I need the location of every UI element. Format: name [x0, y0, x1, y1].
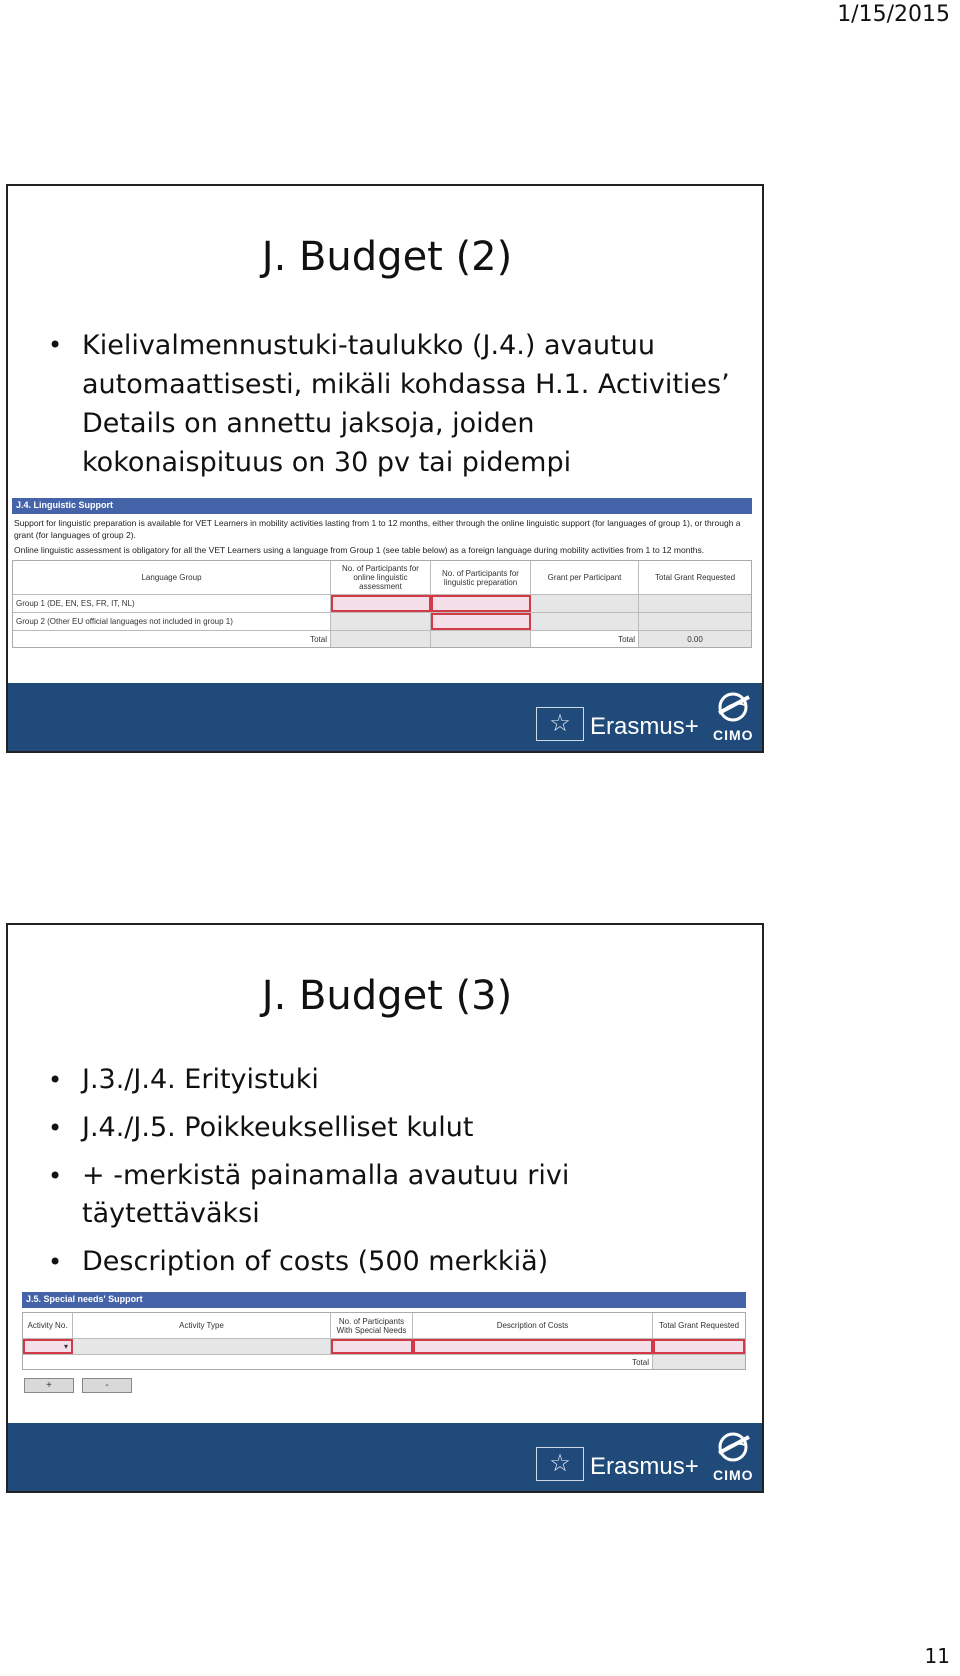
total-cell — [431, 631, 531, 647]
erasmus-brand: Erasmus+ — [590, 1453, 699, 1480]
cimo-logo-icon — [715, 691, 755, 723]
bullet-item: • Kielivalmennustuki-taulukko (J.4.) avautuu automaattisesti, mikäli kohdassa H.1. Activities’ Details on annettu jaksoja, joiden kokonaispituus on 30 pv tai pidempi — [48, 326, 732, 482]
slide-budget-3 — [6, 923, 764, 1493]
activity-type-cell — [73, 1339, 331, 1354]
special-needs-table — [22, 1312, 746, 1370]
linguistic-prep-input[interactable] — [431, 613, 531, 630]
description-of-costs-input[interactable] — [413, 1339, 653, 1354]
cimo-logo-icon — [715, 1431, 755, 1463]
column-header: Description of Costs — [413, 1313, 653, 1338]
table-total-row — [13, 631, 751, 647]
total-value-cell — [653, 1355, 745, 1369]
slide-budget-2 — [6, 184, 764, 753]
cimo-label: CIMO — [713, 1467, 754, 1483]
bullet-item: • J.3./J.4. Erityistuki — [48, 1061, 732, 1099]
slide-footer — [8, 683, 762, 751]
activity-no-select[interactable] — [23, 1339, 73, 1354]
special-needs-form — [22, 1292, 746, 1407]
table-header-row — [23, 1313, 745, 1339]
column-header: Language Group — [13, 561, 331, 594]
total-value: 0.00 — [639, 631, 751, 647]
online-assessment-input[interactable] — [331, 595, 431, 612]
total-grant-cell — [639, 595, 751, 612]
row-controls — [24, 1378, 746, 1393]
eu-flag-icon: ☆ — [536, 1447, 584, 1481]
bullet-list — [48, 326, 732, 482]
erasmus-brand: Erasmus+ — [590, 713, 699, 740]
total-grant-input[interactable] — [653, 1339, 745, 1354]
total-label: Total — [23, 1355, 653, 1369]
add-row-button[interactable]: + — [24, 1378, 74, 1393]
page-date: 1/15/2015 — [837, 2, 950, 27]
table-row — [13, 613, 751, 631]
bullet-item: • Description of costs (500 merkkiä) — [48, 1243, 732, 1281]
column-header: Total Grant Requested — [639, 561, 751, 594]
table-row — [13, 595, 751, 613]
grant-per-participant-cell — [531, 613, 639, 630]
total-label: Total — [531, 631, 639, 647]
cimo-label: CIMO — [713, 727, 754, 743]
language-group-label: Group 2 (Other EU official languages not included in group 1) — [13, 613, 331, 630]
column-header: Activity Type — [73, 1313, 331, 1338]
total-cell — [331, 631, 431, 647]
slide-footer — [8, 1423, 762, 1491]
form-section-title: J.5. Special needs' Support — [22, 1292, 746, 1308]
form-description-1: Support for linguistic preparation is available for VET Learners in mobility activities lasting from 1 to 12 months, either through the online linguistic support (for languages of group 1), or through a grant (for languages of group 2). — [14, 518, 741, 540]
column-header: No. of Participants for online linguistic assessment — [331, 561, 431, 594]
column-header: Activity No. — [23, 1313, 73, 1338]
remove-row-button[interactable]: - — [82, 1378, 132, 1393]
column-header: No. of Participants With Special Needs — [331, 1313, 413, 1338]
column-header: Grant per Participant — [531, 561, 639, 594]
bullet-item: • + -merkistä painamalla avautuu rivi täytettäväksi — [48, 1157, 732, 1233]
slide-title: J. Budget (2) — [261, 234, 513, 280]
eu-flag-icon: ☆ — [536, 707, 584, 741]
total-label: Total — [13, 631, 331, 647]
table-header-row — [13, 561, 751, 595]
participants-special-needs-input[interactable] — [331, 1339, 413, 1354]
table-total-row — [23, 1355, 745, 1369]
linguistic-table — [12, 560, 752, 648]
language-group-label: Group 1 (DE, EN, ES, FR, IT, NL) — [13, 595, 331, 612]
form-section-title: J.4. Linguistic Support — [12, 498, 752, 514]
total-grant-cell — [639, 613, 751, 630]
chevron-down-icon: ▾ — [63, 1342, 68, 1351]
column-header: No. of Participants for linguistic preparation — [431, 561, 531, 594]
column-header: Total Grant Requested — [653, 1313, 745, 1338]
linguistic-prep-input[interactable] — [431, 595, 531, 612]
bullet-item: • J.4./J.5. Poikkeukselliset kulut — [48, 1109, 732, 1147]
page-number: 11 — [924, 1644, 950, 1668]
grant-per-participant-cell — [531, 595, 639, 612]
form-description-2: Online linguistic assessment is obligatory for all the VET Learners using a language from Group 1 (see table below) as a foreign language during mobility activities from 1 to 12 months. — [14, 545, 705, 555]
slide-title: J. Budget (3) — [261, 973, 513, 1019]
linguistic-support-form — [12, 498, 752, 658]
online-assessment-cell — [331, 613, 431, 630]
bullet-list — [48, 1061, 732, 1291]
table-row — [23, 1339, 745, 1355]
